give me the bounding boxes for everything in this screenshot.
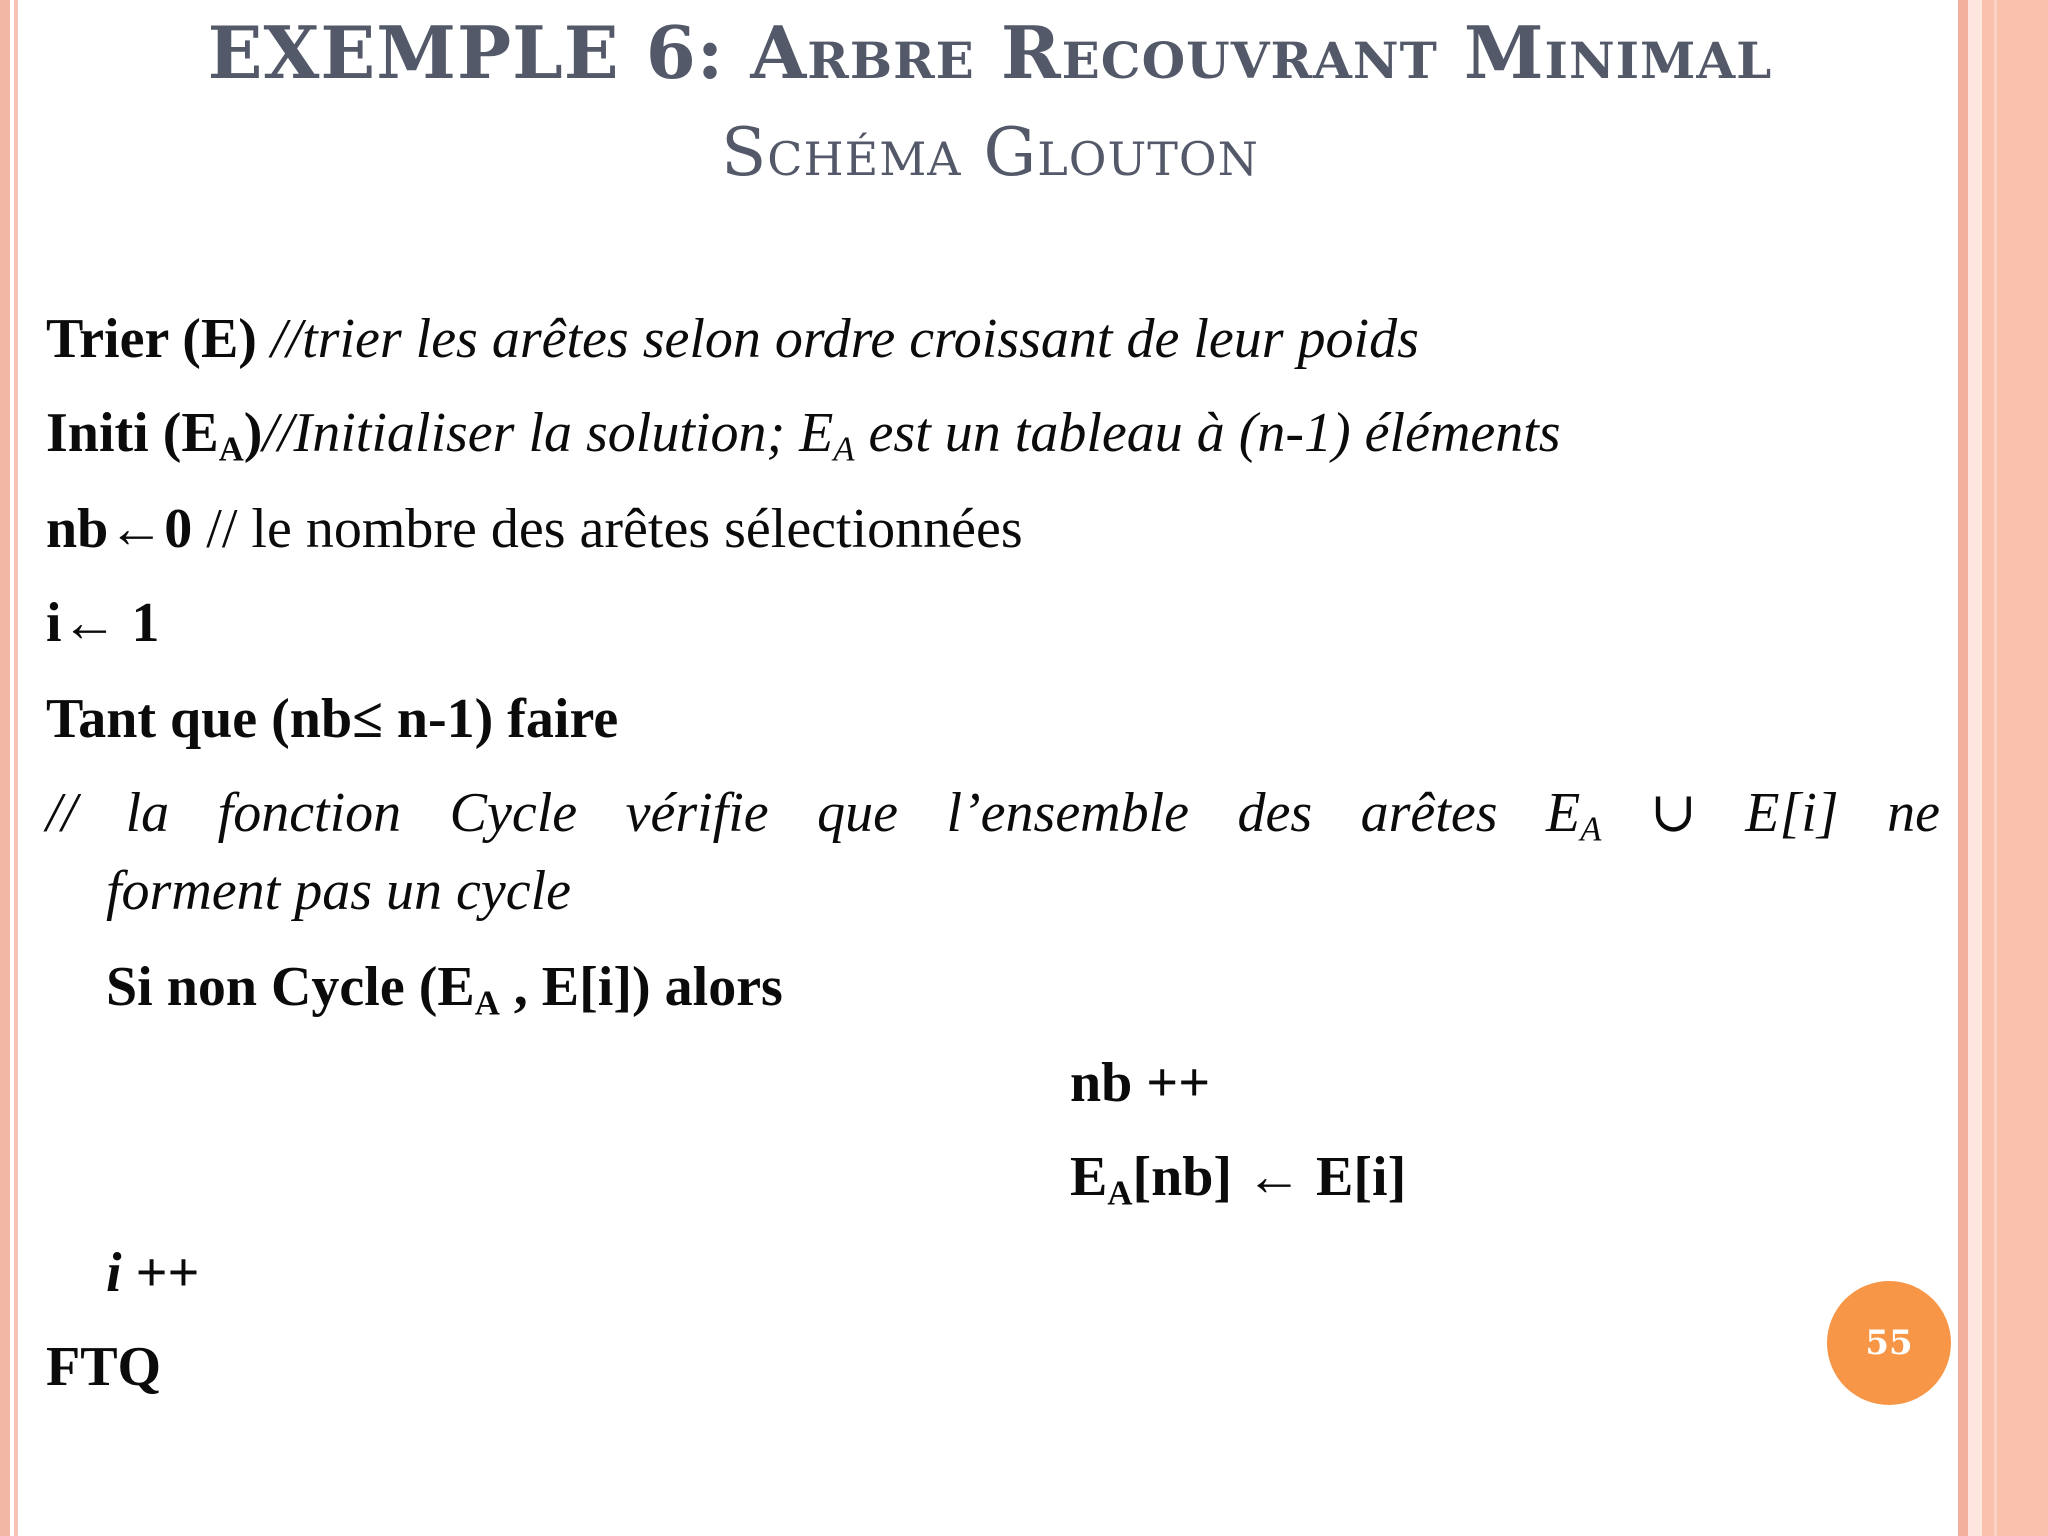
- code-init-subscript: A: [218, 429, 244, 469]
- comment-nb-init: // le nombre des arêtes sélectionnées: [192, 498, 1023, 560]
- line-i-init: i← 1: [46, 592, 160, 654]
- comment-init: [262, 402, 1561, 469]
- line-end-while: FTQ: [46, 1336, 162, 1398]
- left-border-inner: [14, 0, 18, 1536]
- comment-sort: //trier les arêtes selon ordre croissant de leur poids: [256, 308, 1419, 370]
- right-border-stripe: [1958, 0, 1968, 1536]
- i-variable: i: [106, 1242, 122, 1304]
- code-nb-init: nb←0: [46, 498, 193, 560]
- comment-cycle-text: // la fonction Cycle vérifie que l’ensemble des arêtes E: [46, 782, 1581, 844]
- line-nb-init: [46, 494, 1023, 564]
- line-i-increment: [106, 1238, 199, 1308]
- left-border-outer: [0, 0, 10, 1536]
- right-border-band: [1982, 0, 2048, 1536]
- line-while: Tant que (nb≤ n-1) faire: [46, 688, 619, 750]
- line-init: [46, 398, 1561, 468]
- comment-init-text: //Initialiser la solution; E: [262, 402, 834, 464]
- slide-title: EXEMPLE 6: Arbre Recouvrant Minimal: [207, 10, 1773, 95]
- code-sort: Trier (E): [46, 308, 257, 370]
- assign-rest: [nb] ← E[i]: [1132, 1146, 1407, 1208]
- if-rest: , E[i]) alors: [499, 956, 783, 1018]
- comment-init-subscript: A: [833, 429, 855, 469]
- comment-cycle-subscript: A: [1580, 809, 1602, 849]
- assign-subscript: A: [1107, 1173, 1133, 1213]
- code-init: [46, 402, 263, 469]
- page-number-badge: 55: [1827, 1281, 1951, 1405]
- if-text: Si non Cycle (E: [106, 956, 475, 1018]
- assign-text: E: [1070, 1146, 1108, 1208]
- line-sort: [46, 304, 1419, 374]
- slide-subtitle: Schéma Glouton: [721, 114, 1259, 191]
- right-border-gap: [1968, 0, 1982, 1536]
- right-border-line: [1994, 0, 1997, 1536]
- code-init-text: Initi (E: [46, 402, 219, 464]
- comment-init-rest: est un tableau à (n-1) éléments: [854, 402, 1561, 464]
- if-subscript: A: [474, 983, 500, 1023]
- comment-cycle: [46, 778, 1940, 848]
- line-nb-increment: nb ++: [1070, 1052, 1211, 1114]
- comment-cycle-continued: forment pas un cycle: [106, 860, 571, 922]
- line-if: [106, 952, 783, 1022]
- line-assign: [1070, 1142, 1406, 1212]
- increment-operator: ++: [121, 1242, 200, 1304]
- code-init-close: ): [243, 402, 263, 464]
- comment-cycle-rest: ∪ E[i] ne: [1601, 782, 1940, 844]
